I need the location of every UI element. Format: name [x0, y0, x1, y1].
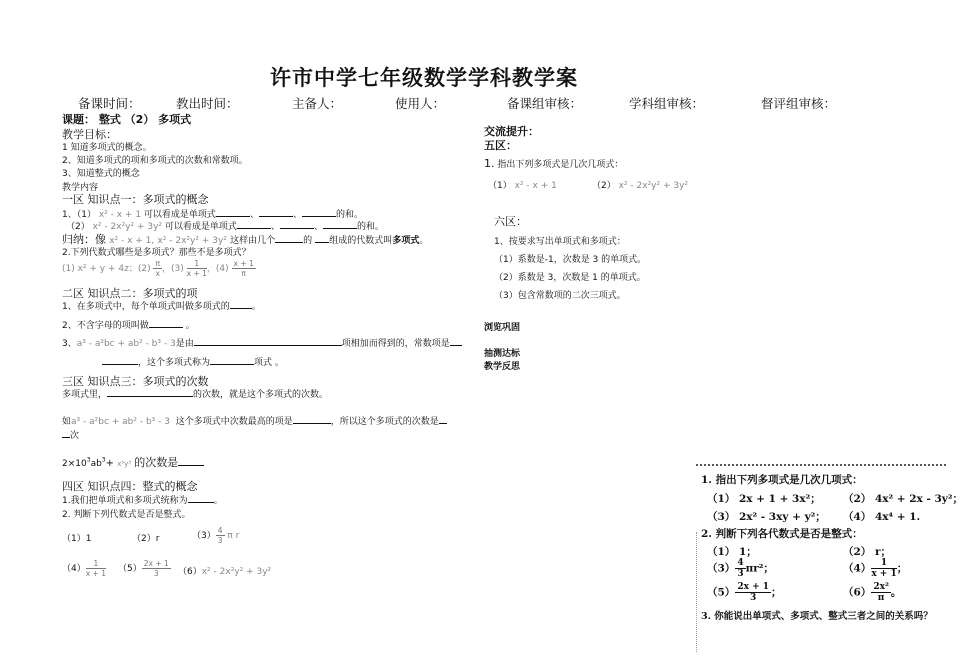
zone2-line4: ，这个多项式称为 项式 。 [102, 355, 284, 368]
goals-title: 教学目标： [62, 128, 117, 141]
zone4-item2: （2）r [132, 534, 160, 544]
scan-q1-b: （2） 4x² + 2x - 3y²； [843, 493, 963, 505]
zone1-q2-items: (1) x² + y + 4z；(2) $\frac{\pi}{x}$，(3) $\frac{1}{x + 1}$，(4) $\frac{x + 1}{\pi}$ [62, 259, 254, 278]
header-author: 主备人： [292, 96, 343, 111]
scan-q3: 3. 你能说出单项式、多项式、整式三者之间的关系吗？ [701, 611, 933, 622]
header-prep-time: 备课时间： [78, 96, 141, 111]
zone3-line4: $2\times 10^3ab^3+ x^3y^3$ 的次数是 [62, 454, 204, 470]
zone3-line1: 多项式里， 的次数，就是这个多项式的次数。 [62, 387, 328, 400]
zone1-q1b: （2） x² - 2x²y² + 3y² 可以看成是单项式 、 、 的和。 [66, 219, 384, 232]
goal-1: 1 知道多项式的概念。 [62, 143, 152, 153]
reflect-label: 教学反思 [484, 362, 521, 372]
zone1-summary: 归纳：像 x² - x + 1, x² - 2x²y² + 3y² 这样由几个 的 组成的代数式叫多项式。 [62, 233, 429, 246]
scan-q2: 2. 判断下列各代数式是否是整式： [701, 528, 863, 540]
zone4-line1: 1.我们把单项式和多项式统称为 。 [62, 493, 223, 506]
header-eval-review: 督评组审核： [761, 96, 837, 111]
browse-label: 浏览巩固 [484, 323, 521, 333]
scan-q2-d: （4） $\frac{1}{x + 1}$； [843, 558, 908, 579]
goal-2: 2、知道多项式的项和多项式的次数和常数项。 [62, 156, 248, 166]
zone4-item5: （5） $\frac{2x + 1}{3}$ [118, 559, 169, 578]
header-teach-time: 教出时间： [176, 96, 239, 111]
header-prep-review: 备课组审核： [507, 96, 583, 111]
scan-q1: 1. 指出下列多项式是几次几项式： [701, 474, 863, 486]
zone6-line1: 1、按要求写出单项式和多项式： [494, 237, 626, 247]
zone5-item2: （2） x² - 2x²y² + 3y² [592, 181, 689, 191]
zone4-line2: 2. 判断下列代数式是否是整式。 [62, 510, 191, 520]
zone4-item4: （4） $\frac{1}{x + 1}$ [62, 559, 106, 578]
zone5-q1: 1. 指出下列多项式是几次几项式： [484, 157, 624, 170]
zone6-title: 六区： [494, 215, 527, 228]
content-title: 教学内容 [62, 183, 99, 193]
exchange-title: 交流提升： [484, 125, 539, 138]
scan-q2-a: （1） 1； [707, 546, 757, 558]
zone3-title: 三区 知识点三：多项式的次数 [62, 375, 209, 388]
zone2-line1: 1、在多项式中，每个单项式叫做多项式的 。 [62, 299, 261, 312]
scan-q2-e: （5） $\frac{2x + 1}{3}$； [707, 582, 782, 603]
scanned-exercise-image [693, 462, 963, 660]
topic-line: 课题： 整式 （2） 多项式 [62, 113, 192, 126]
zone4-title: 四区 知识点四：整式的概念 [62, 480, 198, 493]
page-title: 许市中学七年级数学学科教学案 [270, 65, 578, 90]
zone6-line2: （1）系数是-1，次数是 3 的单项式。 [494, 255, 647, 265]
zone5-item1: （1） x² - x + 1 [488, 181, 557, 191]
zone2-line2: 2、不含字母的项叫做 。 [62, 318, 195, 331]
scan-q1-a: （1） 2x + 1 + 3x²； [707, 493, 821, 505]
zone4-item1: （1）1 [62, 534, 92, 544]
zone6-line3: （2）系数是 3，次数是 1 的单项式。 [494, 273, 646, 283]
zone2-title: 二区 知识点二：多项式的项 [62, 287, 198, 300]
goal-3: 3、知道整式的概念 [62, 169, 140, 179]
scan-q1-d: （4） 4x⁴ + 1. [843, 511, 921, 523]
header-user: 使用人： [395, 96, 446, 111]
zone1-title: 一区 知识点一：多项式的概念 [62, 193, 209, 206]
zone3-line2: 如a³ - a²bc + ab² - b³ - 3 这个多项式中次数最高的项是 ，所以这个多项式的次数是 [62, 414, 447, 427]
zone6-line4: （3）包含常数项的二次三项式。 [494, 291, 626, 301]
zone1-q2: 2.下列代数式哪些是多项式？那些不是多项式？ [62, 248, 251, 258]
scan-q2-f: （6） $\frac{\text{2x²}}{\pi}$。 [843, 582, 902, 603]
zone4-item3: （3） $\frac{4}{3}$ π r [192, 526, 240, 545]
zone3-line3: 次 [62, 428, 79, 441]
header-subject-review: 学科组审核： [629, 96, 705, 111]
zone1-q1a: 1、（1） x² - x + 1 可以看成是单项式 、 、 的和。 [62, 207, 363, 220]
scan-q2-b: （2） r； [843, 546, 891, 558]
test-label: 抽测达标 [484, 349, 521, 359]
scan-q1-c: （3） 2x² - 3xy + y²； [707, 511, 826, 523]
scan-q2-c: （3） $\frac{4}{3}\pi r^2$； [707, 558, 774, 579]
zone2-line3: 3、a³ - a²bc + ab² - b³ - 3是由 项相加而得到的，常数项是 [62, 336, 462, 349]
zone4-item6: （6）x² - 2x²y² + 3y² [178, 567, 272, 577]
zone5-title: 五区： [484, 139, 517, 152]
